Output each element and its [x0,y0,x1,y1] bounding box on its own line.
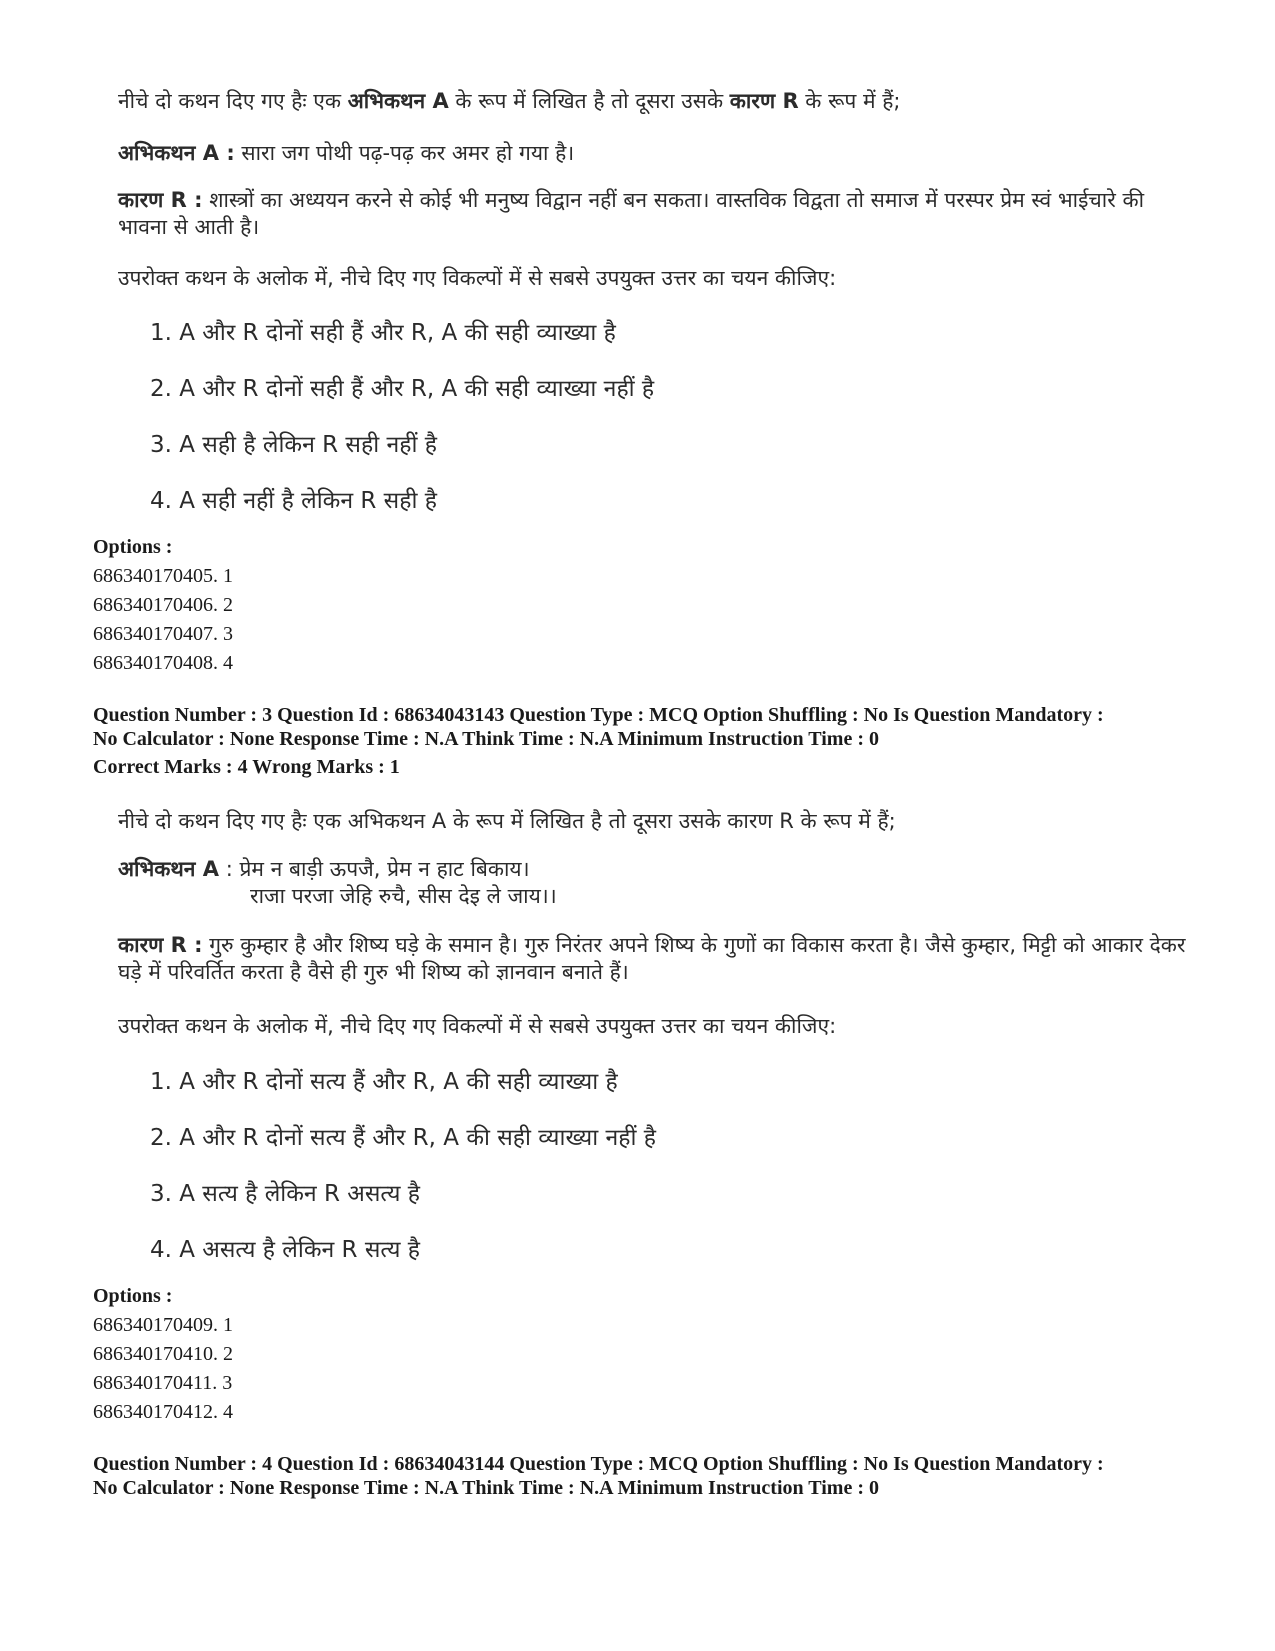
q2-intro-mid: के रूप में लिखित है तो दूसरा उसके [448,89,730,113]
q3-option-4: 686340170412. 4 [93,1401,233,1423]
q3-meta [93,703,1213,751]
q2-instruction: उपरोक्त कथन के अलोक में, नीचे दिए गए विकल्पों में से सबसे उपयुक्त उत्तर का चयन कीजिए: [118,266,837,290]
q3-reason-text: गुरु कुम्हार है और शिष्य घड़े के समान है। गुरु निरंतर अपने शिष्य के गुणों का विकास करता है। जैसे कुम्हार, मिट्टी को आकार देकर घड़े में परिवर्तित करता है वैसे ही गुरु भी शिष्य को ज्ञानवान बनाते हैं। [118,933,1186,984]
q2-intro-reason-term: कारण R [729,89,799,113]
q3-choice-1: 1. A और R दोनों सत्य हैं और R, A की सही व्याख्या है [150,1069,618,1095]
q4-meta-line-1: Question Number : 4 Question Id : 68634043144 Question Type : MCQ Option Shuffling : No Is Question Mandatory : [93,1453,1104,1475]
q3-options-label: Options : [93,1285,173,1307]
q2-intro-assertion-term: अभिकथन A [347,89,449,113]
q3-assertion-line-1: : प्रेम न बाड़ी ऊपजै, प्रेम न हाट बिकाय। [219,857,530,881]
q2-choice-1: 1. A और R दोनों सही हैं और R, A की सही व्याख्या है [150,320,616,346]
q3-option-2: 686340170410. 2 [93,1343,233,1365]
q3-reason [118,932,1198,986]
q3-choice-3: 3. A सत्य है लेकिन R असत्य है [150,1181,420,1207]
q3-intro: नीचे दो कथन दिए गए हैः एक अभिकथन A के रूप में लिखित है तो दूसरा उसके कारण R के रूप में हैं; [118,809,896,833]
q2-choice-3: 3. A सही है लेकिन R सही नहीं है [150,432,437,458]
q3-option-1: 686340170409. 1 [93,1314,233,1336]
q2-option-3: 686340170407. 3 [93,623,233,645]
q3-options-list [93,1311,233,1427]
q2-intro-pre: नीचे दो कथन दिए गए हैः एक [118,89,348,113]
q4-meta [93,1452,1213,1500]
q3-assertion-line-2: राजा परजा जेहि रुचै, सीस देइ ले जाय।। [250,884,557,908]
q2-assertion-text: सारा जग पोथी पढ़-पढ़ कर अमर हो गया है। [234,141,575,165]
q3-marks: Correct Marks : 4 Wrong Marks : 1 [93,756,400,778]
q3-choice-4: 4. A असत्य है लेकिन R सत्य है [150,1237,420,1263]
q2-assertion-label: अभिकथन A : [118,141,235,165]
q3-instruction: उपरोक्त कथन के अलोक में, नीचे दिए गए विकल्पों में से सबसे उपयुक्त उत्तर का चयन कीजिए: [118,1014,837,1038]
q3-assertion-label: अभिकथन A [118,857,220,881]
q2-intro [118,86,1178,116]
q3-choice-2: 2. A और R दोनों सत्य हैं और R, A की सही व्याख्या नहीं है [150,1125,656,1151]
q3-meta-line-1: Question Number : 3 Question Id : 68634043143 Question Type : MCQ Option Shuffling : No Is Question Mandatory : [93,704,1104,726]
q3-assertion [118,856,1178,910]
q2-reason-text: शास्त्रों का अध्ययन करने से कोई भी मनुष्य विद्वान नहीं बन सकता। वास्तविक विद्वता तो समाज में परस्पर प्रेम स्वं भाईचारे की भावना से आती है। [118,188,1145,239]
q2-option-2: 686340170406. 2 [93,594,233,616]
q2-assertion [118,138,1178,168]
q2-choice-2: 2. A और R दोनों सही हैं और R, A की सही व्याख्या नहीं है [150,376,655,402]
q2-options-label: Options : [93,536,173,558]
q2-options-list [93,562,233,678]
q3-meta-line-2: No Calculator : None Response Time : N.A Think Time : N.A Minimum Instruction Time : 0 [93,728,879,750]
q3-option-3: 686340170411. 3 [93,1372,233,1394]
q2-option-1: 686340170405. 1 [93,565,233,587]
q3-reason-label: कारण R : [118,933,203,957]
q2-reason-label: कारण R : [118,188,203,212]
q2-choice-4: 4. A सही नहीं है लेकिन R सही है [150,488,437,514]
q2-option-4: 686340170408. 4 [93,652,233,674]
q2-reason [118,187,1198,241]
q4-meta-line-2: No Calculator : None Response Time : N.A Think Time : N.A Minimum Instruction Time : 0 [93,1477,879,1499]
q2-intro-post: के रूप में हैं; [798,89,901,113]
